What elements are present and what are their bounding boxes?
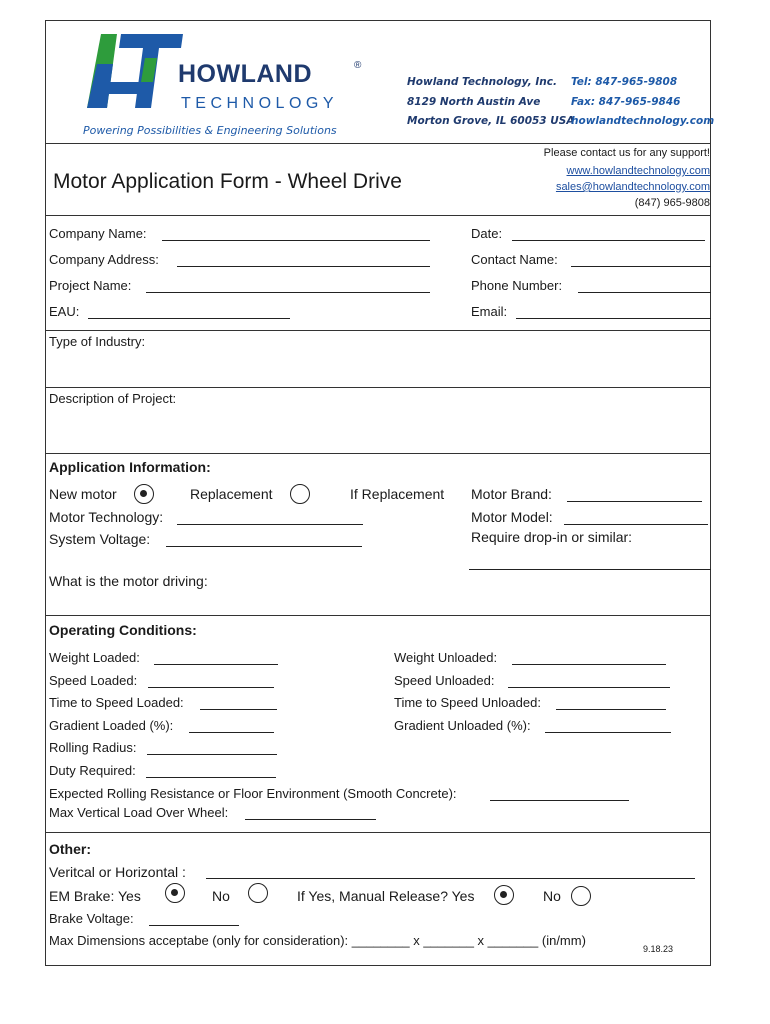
brake-voltage-label: Brake Voltage:	[49, 911, 134, 926]
other-heading: Other:	[49, 841, 91, 857]
divider	[45, 330, 711, 331]
motor-brand-field[interactable]	[567, 501, 702, 502]
gradient-loaded-field[interactable]	[189, 732, 274, 733]
howland-logo-mark	[85, 30, 185, 112]
system-voltage-field[interactable]	[166, 546, 362, 547]
motor-model-field[interactable]	[564, 524, 708, 525]
description-field[interactable]	[46, 408, 710, 452]
speed-loaded-field[interactable]	[148, 687, 274, 688]
time-loaded-field[interactable]	[200, 709, 277, 710]
date-field[interactable]	[512, 240, 705, 241]
industry-field[interactable]	[46, 351, 710, 386]
weight-unloaded-field[interactable]	[512, 664, 666, 665]
contact-name-field[interactable]	[571, 266, 711, 267]
support-line: Please contact us for any support!	[543, 147, 710, 159]
gradient-unloaded-label: Gradient Unloaded (%):	[394, 718, 531, 733]
description-label: Description of Project:	[49, 391, 177, 406]
email-label: Email:	[471, 304, 508, 319]
speed-loaded-label: Speed Loaded:	[49, 673, 138, 688]
eau-label: EAU:	[49, 304, 80, 319]
phone-text: (847) 965-9808	[634, 197, 710, 209]
company-street: 8129 North Austin Ave	[407, 96, 541, 108]
phone-number-label: Phone Number:	[471, 278, 563, 293]
operating-heading: Operating Conditions:	[49, 622, 197, 638]
application-heading: Application Information:	[49, 459, 211, 475]
company-address-label: Company Address:	[49, 252, 159, 267]
motor-technology-field[interactable]	[177, 524, 363, 525]
time-loaded-label: Time to Speed Loaded:	[49, 695, 184, 710]
company-address-field[interactable]	[177, 266, 430, 267]
system-voltage-label: System Voltage:	[49, 531, 151, 547]
duty-label: Duty Required:	[49, 763, 136, 778]
drop-in-field[interactable]	[469, 569, 711, 570]
speed-unloaded-field[interactable]	[508, 687, 670, 688]
replacement-radio[interactable]	[290, 484, 310, 504]
drop-in-label: Require drop-in or similar:	[471, 529, 633, 545]
company-web[interactable]: howlandtechnology.com	[571, 115, 715, 127]
replacement-label: Replacement	[190, 486, 273, 502]
company-name-field[interactable]	[162, 240, 430, 241]
manual-release-label: If Yes, Manual Release? Yes	[297, 888, 475, 904]
max-dimensions-label: Max Dimensions acceptabe (only for consideration): ________ x _______ x _______ (in/mm)	[49, 933, 586, 948]
divider	[45, 453, 711, 454]
rolling-radius-field[interactable]	[147, 754, 277, 755]
company-fax: Fax: 847-965-9846	[571, 96, 681, 108]
company-city: Morton Grove, IL 60053 USA	[407, 115, 575, 127]
if-replacement-label: If Replacement	[350, 486, 445, 502]
project-name-label: Project Name:	[49, 278, 132, 293]
manual-release-yes-radio[interactable]	[494, 885, 514, 905]
em-brake-no-radio[interactable]	[248, 883, 268, 903]
industry-label: Type of Industry:	[49, 334, 146, 349]
rolling-radius-label: Rolling Radius:	[49, 740, 137, 755]
divider	[45, 615, 711, 616]
em-brake-yes-radio[interactable]	[165, 883, 185, 903]
new-motor-label: New motor	[49, 486, 117, 502]
motor-model-label: Motor Model:	[471, 509, 553, 525]
company-name-label: Company Name:	[49, 226, 147, 241]
time-unloaded-field[interactable]	[556, 709, 666, 710]
website-link[interactable]: www.howlandtechnology.com	[566, 165, 710, 177]
motor-driving-label: What is the motor driving:	[49, 573, 208, 589]
contact-name-label: Contact Name:	[471, 252, 558, 267]
form-title: Motor Application Form - Wheel Drive	[53, 170, 402, 193]
motor-technology-label: Motor Technology:	[49, 509, 164, 525]
gradient-unloaded-field[interactable]	[545, 732, 671, 733]
company-name: Howland Technology, Inc.	[407, 76, 557, 88]
divider	[45, 387, 711, 388]
divider	[45, 143, 711, 144]
max-vertical-label: Max Vertical Load Over Wheel:	[49, 805, 229, 820]
new-motor-radio[interactable]	[134, 484, 154, 504]
max-vertical-field[interactable]	[245, 819, 376, 820]
brand-sub: TECHNOLOGY	[181, 95, 339, 112]
rolling-resistance-label: Expected Rolling Resistance or Floor Environment (Smooth Concrete):	[49, 786, 457, 801]
brand-name: HOWLAND	[178, 60, 313, 88]
weight-loaded-field[interactable]	[154, 664, 278, 665]
motor-brand-label: Motor Brand:	[471, 486, 552, 502]
tagline: Powering Possibilities & Engineering Solutions	[83, 124, 337, 137]
speed-unloaded-label: Speed Unloaded:	[394, 673, 495, 688]
manual-release-no-label: No	[543, 888, 561, 904]
time-unloaded-label: Time to Speed Unloaded:	[394, 695, 541, 710]
weight-loaded-label: Weight Loaded:	[49, 650, 140, 665]
form-version: 9.18.23	[643, 944, 674, 954]
weight-unloaded-label: Weight Unloaded:	[394, 650, 498, 665]
email-link[interactable]: sales@howlandtechnology.com	[555, 181, 710, 193]
date-label: Date:	[471, 226, 503, 241]
brake-voltage-field[interactable]	[149, 925, 239, 926]
duty-field[interactable]	[146, 777, 276, 778]
em-brake-no-label: No	[212, 888, 230, 904]
eau-field[interactable]	[88, 318, 290, 319]
orientation-label: Veritcal or Horizontal :	[49, 864, 186, 880]
rolling-resistance-field[interactable]	[490, 800, 629, 801]
divider	[45, 832, 711, 833]
project-name-field[interactable]	[146, 292, 430, 293]
registered-mark: ®	[354, 60, 362, 71]
email-field[interactable]	[516, 318, 711, 319]
gradient-loaded-label: Gradient Loaded (%):	[49, 718, 174, 733]
em-brake-yes-label: EM Brake: Yes	[49, 888, 141, 904]
phone-number-field[interactable]	[578, 292, 711, 293]
company-tel: Tel: 847-965-9808	[571, 76, 678, 88]
orientation-field[interactable]	[206, 878, 695, 879]
divider	[45, 215, 711, 216]
manual-release-no-radio[interactable]	[571, 886, 591, 906]
